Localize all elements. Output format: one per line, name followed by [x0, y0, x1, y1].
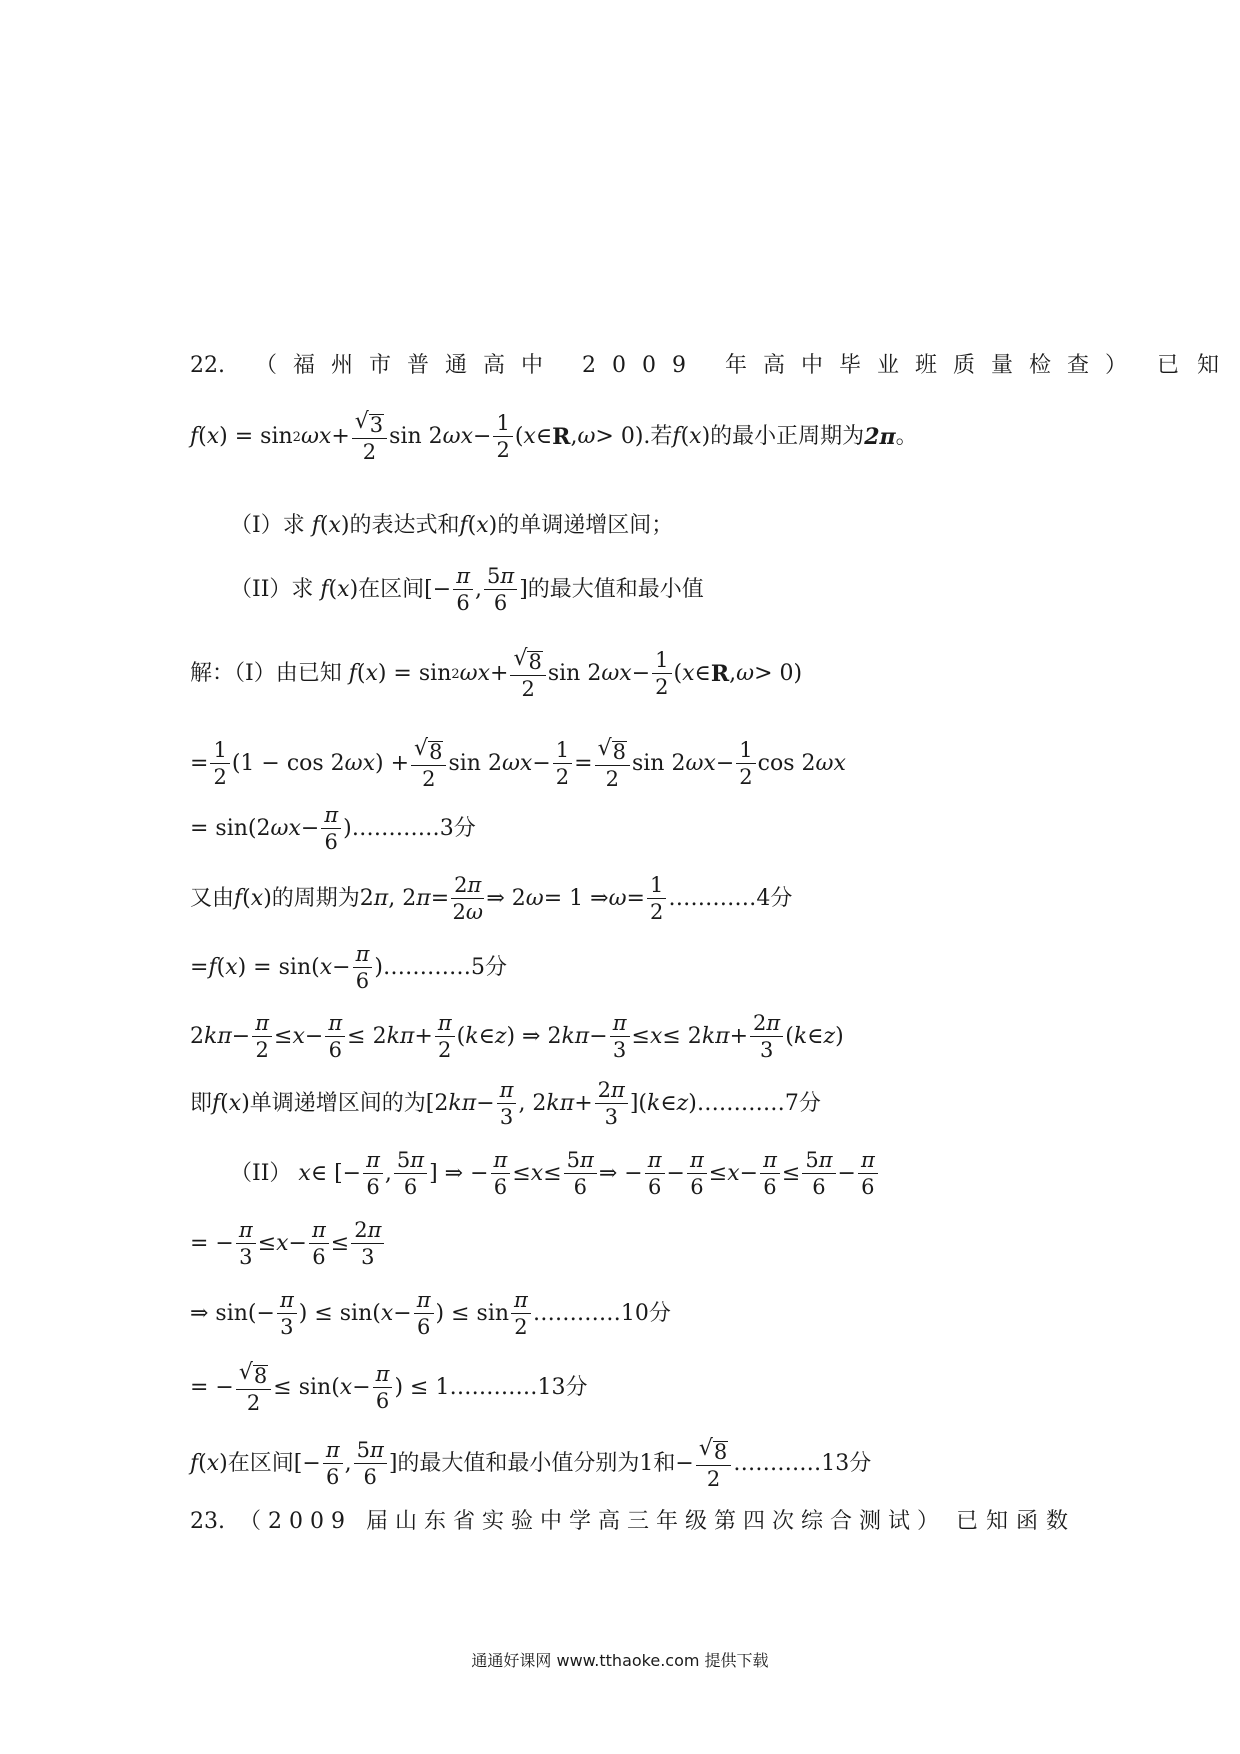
- problem22-formula: f ( x ) = sin 2 ωx + √ 3 2 sin 2 ωx − $\frac{1}{2}$ ( x ∈ R , ω > 0). 若 f ( x ) 的最小正周期为 2π 。: [190, 409, 918, 464]
- final-text-b: 在区间: [227, 1451, 294, 1476]
- condition-text: 若: [650, 424, 673, 449]
- solution-line-7: 即 f ( x ) 单调递增区间的为 [2 kπ − $\frac{\pi}{3}$ , 2 kπ + $\frac{2\pi}{3}$ ]( k ∈ z ) …………7分: [190, 1078, 821, 1129]
- score-4: …………4分: [668, 886, 793, 911]
- page-footer: 通通好课网 www.tthaoke.com 提供下载: [471, 1651, 769, 1670]
- score-13b: …………13分: [733, 1451, 872, 1476]
- problem23-heading: [190, 1511, 1076, 1533]
- solution-line-8: （II） x ∈ [− $\frac{\pi}{6}$ , $\frac{5\pi}{6}$ ] ⇒ − $\frac{\pi}{6}$ ≤ x ≤ $\frac{5\pi}{6}$ ⇒ − $\frac{\pi}{6}$ − $\frac{\pi}{6}$ ≤ x − $\frac{\pi}{6}$ ≤ $\frac{5\pi}{6}$ − $\frac{\pi}{6}$: [230, 1150, 880, 1198]
- score-7: …………7分: [696, 1091, 821, 1116]
- problem-lead: 已知: [1156, 353, 1237, 378]
- final-text-c: 的最大值和最小值分别为1和: [397, 1451, 676, 1476]
- solution-label: 解：（I）由已知: [190, 661, 342, 686]
- problem22-part2: （II） 求 f ( x ) 在区间 [− $\frac{\pi}{6}$ , $\frac{5\pi}{6}$ ] 的最大值和最小值: [230, 564, 704, 615]
- solution-line-4: 又由 f ( x ) 的周期为 2 π , 2 π = $\frac{2\pi}{2\omega}$ ⇒ 2 ω = 1 ⇒ ω = $\frac{1}{2}$ …………4分: [190, 873, 793, 924]
- problem-source: （福州市普通高中 2009 年高中毕业班质量检查）: [255, 353, 1143, 378]
- solution-part2-label: （II）: [230, 1161, 292, 1186]
- period-text-a: 又由: [190, 886, 235, 911]
- problem23-source: （2009 届山东省实验中学高三年级第四次综合测试）: [239, 1509, 946, 1534]
- part1-text-c: 的单调递增区间；: [497, 513, 674, 538]
- solution-line-3: = sin(2 ωx − $\frac{\pi}{6}$ ) …………3分: [190, 803, 476, 854]
- score-3: …………3分: [351, 816, 476, 841]
- sentence-end: 。: [895, 424, 918, 449]
- solution-line-10: ⇒ sin(− $\frac{\pi}{3}$ ) ≤ sin( x − $\frac{\pi}{6}$ ) ≤ sin $\frac{\pi}{2}$ …………10分: [190, 1288, 671, 1339]
- condition-tail: 的最小正周期为: [710, 424, 865, 449]
- part1-text-a: 求: [282, 513, 305, 538]
- solution-line-1: 解：（I）由已知 f ( x ) = sin 2 ωx + √ 8 2 sin 2 ωx − $\frac{1}{2}$ ( x ∈ R , ω > 0): [190, 646, 803, 701]
- inc-text-a: 即: [190, 1091, 213, 1116]
- period-text-b: 的周期为: [271, 886, 360, 911]
- part2-text-b: 在区间: [358, 577, 425, 602]
- score-5: …………5分: [382, 955, 507, 980]
- part2-text-a: 求: [291, 577, 314, 602]
- problem23-number: 23.: [190, 1509, 225, 1534]
- solution-line-12: f ( x ) 在区间 [− $\frac{\pi}{6}$ , $\frac{5\pi}{6}$ ] 的最大值和最小值分别为1和 − √ 8 2 …………13分: [190, 1436, 872, 1491]
- solution-line-6: 2 kπ − $\frac{\pi}{2}$ ≤ x − $\frac{\pi}{6}$ ≤ 2 kπ + $\frac{\pi}{2}$ ( k ∈ z ) ⇒ 2 kπ − $\frac{\pi}{3}$ ≤ x ≤ 2 kπ + $\frac{2\pi}{3}$ ( k ∈ z ): [190, 1011, 844, 1062]
- score-10: …………10分: [532, 1301, 671, 1326]
- score-13: …………13分: [449, 1375, 588, 1400]
- problem22-heading: [190, 355, 1237, 377]
- solution-line-9: = − $\frac{\pi}{3}$ ≤ x − $\frac{\pi}{6}$ ≤ $\frac{2\pi}{3}$: [190, 1220, 386, 1268]
- solution-line-2: = $\frac{1}{2}$ (1 − cos 2 ωx ) + √ 8 2 sin 2 ωx − $\frac{1}{2}$ = √ 8 2 sin 2 ωx − $\frac{1}{2}$ cos 2 ωx: [190, 736, 846, 791]
- inc-text-b: 单调递增区间的为: [249, 1091, 426, 1116]
- part1-label: （I）: [230, 513, 283, 538]
- problem23-lead: 已知函数: [955, 1509, 1076, 1534]
- problem22-part1: （I） 求 f ( x ) 的表达式和 f ( x ) 的单调递增区间；: [230, 513, 674, 538]
- part2-text-c: 的最大值和最小值: [527, 577, 704, 602]
- problem-number: 22.: [190, 353, 225, 378]
- part1-text-b: 的表达式和: [349, 513, 460, 538]
- two-pi: 2π: [864, 424, 896, 450]
- solution-line-5: = f ( x ) = sin( x − $\frac{\pi}{6}$ ) …………5分: [190, 942, 507, 993]
- part2-label: （II）: [230, 577, 292, 602]
- solution-line-11: = − √ 8 2 ≤ sin( x − $\frac{\pi}{6}$ ) ≤ 1 …………13分: [190, 1360, 588, 1415]
